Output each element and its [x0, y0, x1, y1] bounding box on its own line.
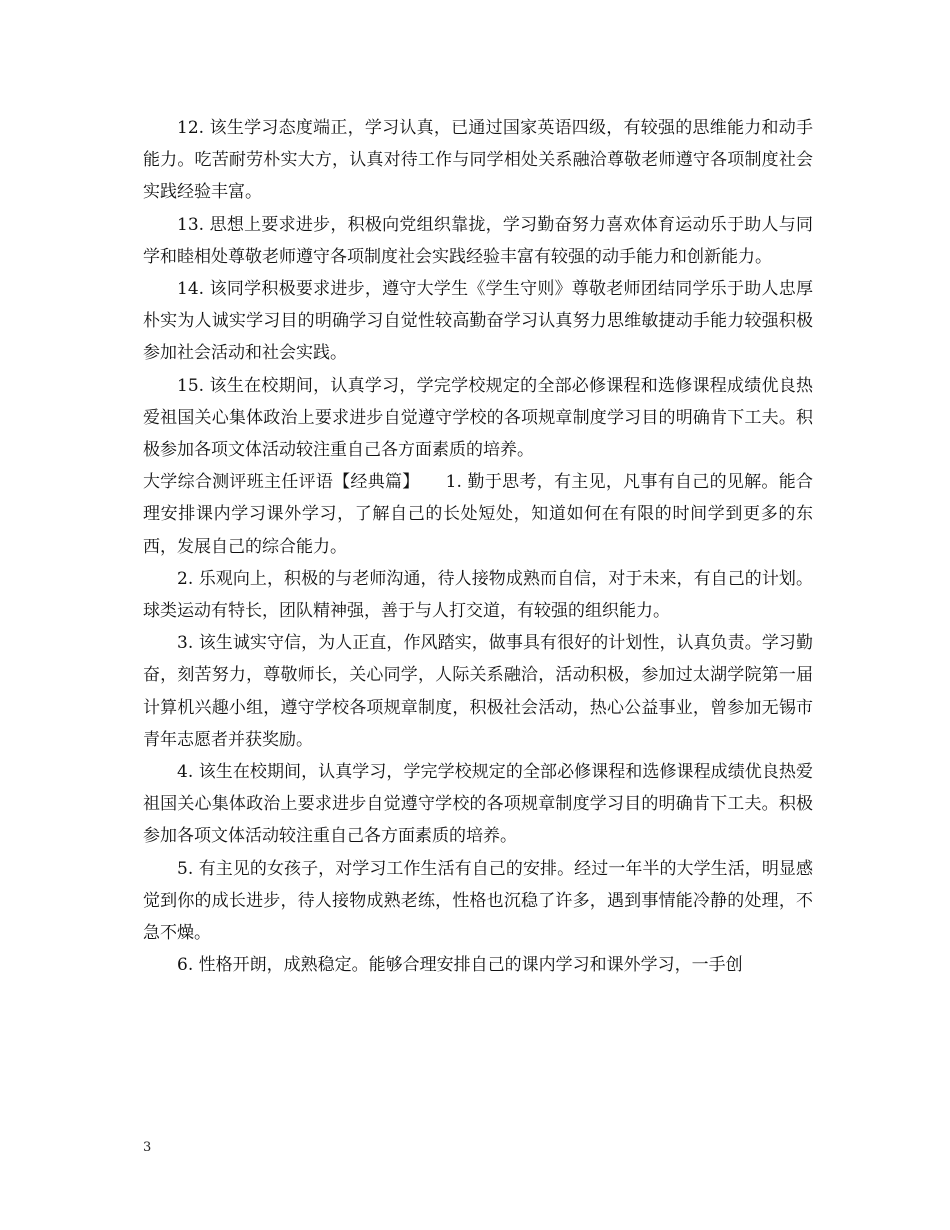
- section-heading-paragraph: 大学综合测评班主任评语【经典篇】 1. 勤于思考，有主见，凡事有自己的见解。能合理安排课内学习课外学习，了解自己的长处短处，知道如何在有限的时间学到更多的东西，发展自己的综合能力。: [143, 472, 813, 557]
- paragraph-6: 6. 性格开朗，成熟稳定。能够合理安排自己的课内学习和课外学习，一手创: [177, 955, 743, 976]
- page-number: 3: [143, 1140, 152, 1155]
- paragraph-3: 3. 该生诚实守信，为人正直，作风踏实，做事具有很好的计划性，认真负责。学习勤奋，刻苦努力，尊敬师长，关心同学，人际关系融洽，活动积极，参加过太湖学院第一届计算机兴趣小组，遵守学校各项规章制度，积极社会活动，热心公益事业，曾参加无锡市青年志愿者并获奖励。: [143, 633, 813, 750]
- paragraph-4: 4. 该生在校期间，认真学习，学完学校规定的全部必修课程和选修课程成绩优良热爱祖国关心集体政治上要求进步自觉遵守学校的各项规章制度学习目的明确肯下工夫。积极参加各项文体活动较注重自己各方面素质的培养。: [143, 762, 813, 847]
- paragraph-5: 5. 有主见的女孩子，对学习工作生活有自己的安排。经过一年半的大学生活，明显感觉到你的成长进步，待人接物成熟老练，性格也沉稳了许多，遇到事情能冷静的处理，不急不燥。: [143, 858, 813, 944]
- document-body: [143, 112, 813, 981]
- paragraph-14: 14. 该同学积极要求进步，遵守大学生《学生守则》尊敬老师团结同学乐于助人忠厚朴实为人诚实学习目的明确学习自觉性较高勤奋学习认真努力思维敏捷动手能力较强积极参加社会活动和社会实践。: [143, 279, 813, 364]
- paragraph-15: 15. 该生在校期间，认真学习，学完学校规定的全部必修课程和选修课程成绩优良热爱祖国关心集体政治上要求进步自觉遵守学校的各项规章制度学习目的明确肯下工夫。积极参加各项文体活动较注重自己各方面素质的培养。: [143, 375, 813, 461]
- paragraph-2: 2. 乐观向上，积极的与老师沟通，待人接物成熟而自信，对于未来，有自己的计划。球类运动有特长，团队精神强，善于与人打交道，有较强的组织能力。: [143, 568, 813, 622]
- paragraph-12: 12. 该生学习态度端正，学习认真，已通过国家英语四级，有较强的思维能力和动手能力。吃苦耐劳朴实大方，认真对待工作与同学相处关系融洽尊敬老师遵守各项制度社会实践经验丰富。: [143, 118, 813, 203]
- paragraph-13: 13. 思想上要求进步，积极向党组织靠拢，学习勤奋努力喜欢体育运动乐于助人与同学和睦相处尊敬老师遵守各项制度社会实践经验丰富有较强的动手能力和创新能力。: [143, 214, 813, 267]
